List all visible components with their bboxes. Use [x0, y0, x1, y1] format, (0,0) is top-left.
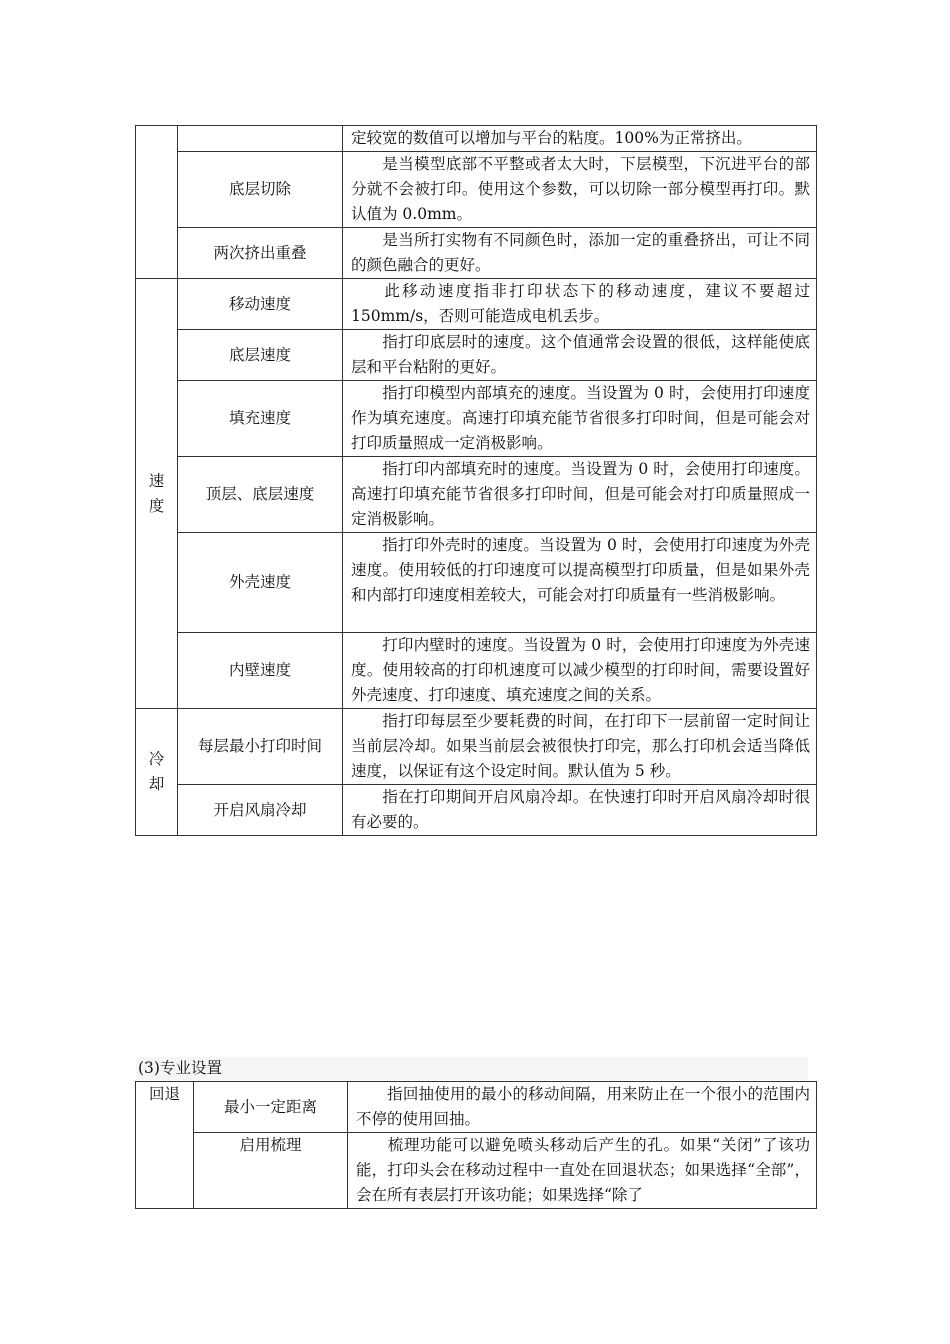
- param-description: 梳理功能可以避免喷头移动后产生的孔。如果“关闭”了该功能，打印头会在移动过程中一直处在回退状态；如果选择“全部”，会在所有表层打开该功能；如果选择“除了: [356, 1136, 810, 1204]
- param-name-cell: 内壁速度: [178, 633, 343, 709]
- param-name-cell: [178, 126, 343, 152]
- table-row: [136, 228, 817, 279]
- table-row: [136, 330, 817, 381]
- section-heading: (3)专业设置: [136, 1057, 808, 1080]
- param-description-cell: [343, 633, 817, 709]
- group-label-cooling: 冷却: [136, 709, 178, 836]
- table-row: [136, 279, 817, 330]
- param-description: 指打印每层至少要耗费的时间，在打印下一层前留一定时间让当前层冷却。如果当前层会被很快打印完，那么打印机会适当降低速度，以保证有这个设定时间。默认值为 5 秒。: [351, 712, 810, 780]
- param-description: 指打印外壳时的速度。当设置为 0 时，会使用打印速度为外壳速度。使用较低的打印速度可以提高模型打印质量，但是如果外壳和内部打印速度相差较大，可能会对打印质量有一些消极影响。: [351, 536, 810, 604]
- param-description-cell: [343, 330, 817, 381]
- param-name-cell: 两次挤出重叠: [178, 228, 343, 279]
- group-label-retraction: 回退: [136, 1082, 194, 1209]
- param-description: 打印内壁时的速度。当设置为 0 时，会使用打印速度为外壳速度。使用较高的打印机速度可以减少模型的打印时间，需要设置好外壳速度、打印速度、填充速度之间的关系。: [351, 636, 810, 704]
- param-name-cell: 顶层、底层速度: [178, 457, 343, 533]
- param-name-cell: 填充速度: [178, 381, 343, 457]
- param-description-cell: [343, 457, 817, 533]
- table-row: [136, 1082, 817, 1133]
- param-name-cell: 底层切除: [178, 152, 343, 228]
- param-description-cell: [348, 1133, 817, 1209]
- param-name-cell: 最小一定距离: [194, 1082, 348, 1133]
- param-description-cell: [343, 228, 817, 279]
- param-description-cell: [343, 152, 817, 228]
- param-name-cell: 外壳速度: [178, 533, 343, 633]
- group-label-speed: 速度: [136, 279, 178, 709]
- table-row: [136, 457, 817, 533]
- param-description-cell: [343, 709, 817, 785]
- param-description-cell: [343, 279, 817, 330]
- param-name-cell: 每层最小打印时间: [178, 709, 343, 785]
- table-row: [136, 533, 817, 633]
- table-row: [136, 633, 817, 709]
- param-name-cell: 启用梳理: [194, 1133, 348, 1209]
- settings-table-main: [135, 125, 817, 836]
- param-description-cell: [343, 381, 817, 457]
- settings-table-professional: [135, 1081, 817, 1209]
- param-description-cell: [348, 1082, 817, 1133]
- param-description-cell: [343, 785, 817, 836]
- param-description: 指回抽使用的最小的移动间隔，用来防止在一个很小的范围内不停的使用回抽。: [356, 1085, 810, 1128]
- param-description: 是当模型底部不平整或者太大时，下层模型，下沉进平台的部分就不会被打印。使用这个参数，可以切除一部分模型再打印。默认值为 0.0mm。: [351, 155, 810, 223]
- table-row: [136, 1133, 817, 1209]
- table-row: [136, 152, 817, 228]
- param-description: 定较宽的数值可以增加与平台的粘度。100%为正常挤出。: [351, 129, 752, 147]
- table-row: [136, 126, 817, 152]
- param-description: 指打印内部填充时的速度。当设置为 0 时，会使用打印速度。高速打印填充能节省很多打印时间，但是可能会对打印质量照成一定消极影响。: [351, 460, 810, 528]
- param-description: 指在打印期间开启风扇冷却。在快速打印时开启风扇冷却时很有必要的。: [351, 788, 810, 831]
- group-cell-extrusion: [136, 126, 178, 279]
- param-description-cell: [343, 126, 817, 152]
- param-description: 此移动速度指非打印状态下的移动速度，建议不要超过 150mm/s，否则可能造成电机丢步。: [351, 282, 810, 325]
- param-name-cell: 底层速度: [178, 330, 343, 381]
- param-description: 指打印底层时的速度。这个值通常会设置的很低，这样能使底层和平台粘附的更好。: [351, 333, 810, 376]
- table-row: [136, 709, 817, 785]
- param-description: 指打印模型内部填充的速度。当设置为 0 时，会使用打印速度作为填充速度。高速打印填充能节省很多打印时间，但是可能会对打印质量照成一定消极影响。: [351, 384, 810, 452]
- param-name-cell: 开启风扇冷却: [178, 785, 343, 836]
- param-description: 是当所打实物有不同颜色时，添加一定的重叠挤出，可让不同的颜色融合的更好。: [351, 231, 810, 274]
- param-description-cell: [343, 533, 817, 633]
- table-row: [136, 381, 817, 457]
- param-name-cell: 移动速度: [178, 279, 343, 330]
- table-row: [136, 785, 817, 836]
